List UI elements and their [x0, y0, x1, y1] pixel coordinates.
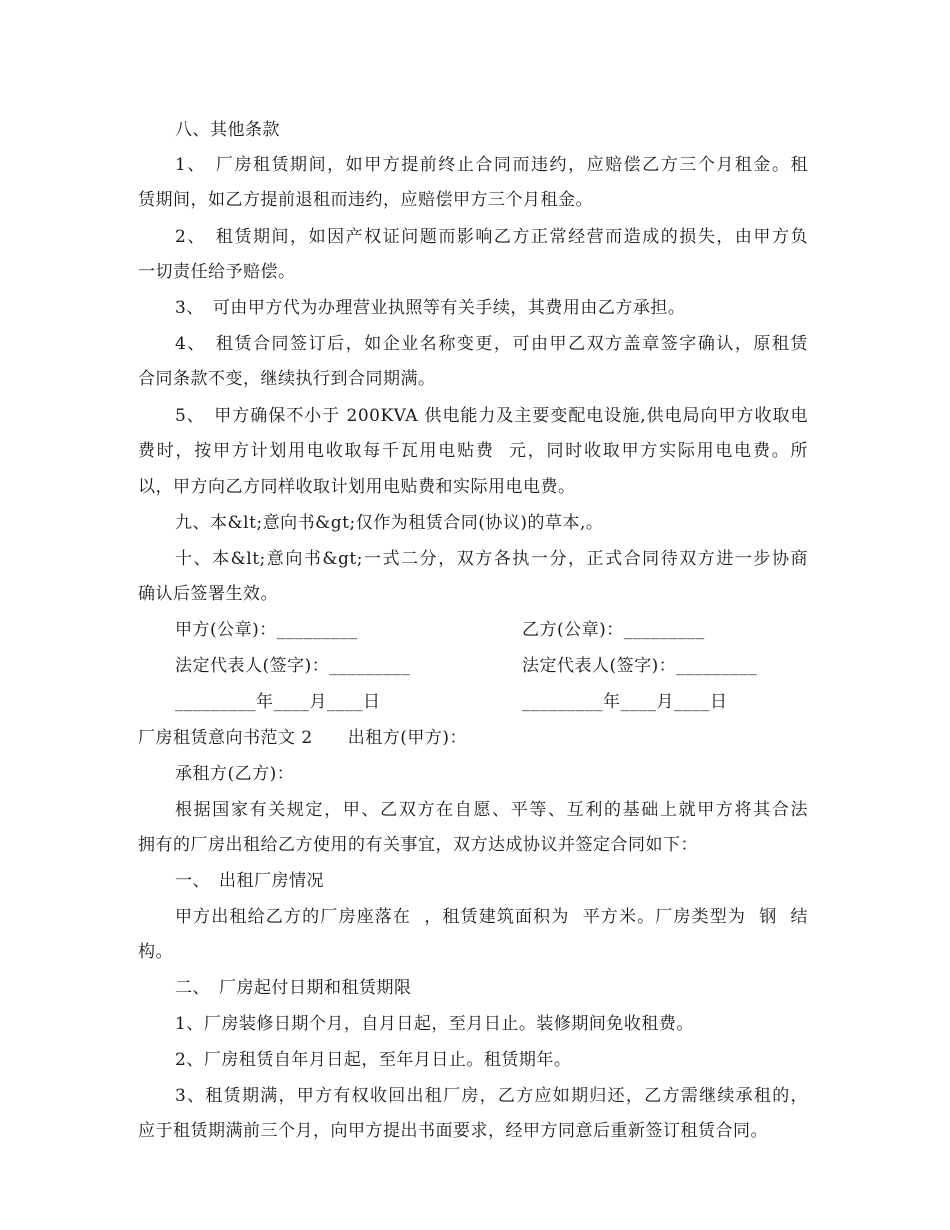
section-two-item-2: 2、厂房租赁自年月日起，至年月日止。租赁期年。 [175, 1050, 572, 1070]
clause-2-line-2: 一切责任给予赔偿。 [138, 262, 296, 282]
clause-2-line-1: 2、 租赁期间，如因产权证问题而影响乙方正常经营而造成的损失，由甲方负 [175, 227, 808, 247]
party-a-date-field: _________年____月____日 [175, 692, 381, 712]
section-two-item-1: 1、厂房装修日期个月，自月日起，至月日止。装修期间免收租费。 [175, 1014, 694, 1034]
preamble-line-1: 根据国家有关规定，甲、乙双方在自愿、平等、互利的基础上就甲方将其合法 [175, 800, 808, 820]
preamble-line-2: 拥有的厂房出租给乙方使用的有关事宜，双方达成协议并签定合同如下： [138, 835, 698, 855]
clause-3: 3、 可由甲方代为办理营业执照等有关手续，其费用由乙方承担。 [175, 298, 686, 318]
clause-4-line-1: 4、 租赁合同签订后，如企业名称变更，可由甲乙双方盖章签字确认，原租赁 [175, 334, 808, 354]
party-b-date-field: _________年____月____日 [522, 692, 728, 712]
section-two-item-3-line-2: 应于租赁期满前三个月，向甲方提出书面要求，经甲方同意后重新签订租赁合同。 [138, 1121, 768, 1141]
section-ten-line-2: 确认后签署生效。 [138, 584, 278, 604]
section-two-heading: 二、 厂房起付日期和租赁期限 [175, 978, 412, 998]
party-a-seal-field: 甲方(公章)：_________ [175, 620, 358, 640]
clause-1-line-2: 赁期间，如乙方提前退租而违约，应赔偿甲方三个月租金。 [138, 190, 593, 210]
lessee-label: 承租方(乙方)： [175, 764, 295, 784]
section-nine: 九、本&lt;意向书&gt;仅作为租赁合同(协议)的草本,。 [175, 513, 604, 533]
party-b-seal-field: 乙方(公章)：_________ [522, 620, 705, 640]
section-one-line-2: 构。 [138, 942, 173, 962]
party-a-representative-field: 法定代表人(签字)：_________ [175, 656, 411, 676]
section-two-item-3-line-1: 3、租赁期满，甲方有权收回出租厂房，乙方应如期归还，乙方需继续承租的， [175, 1086, 808, 1106]
section-one-heading: 一、 出租厂房情况 [175, 871, 324, 891]
section-ten-line-1: 十、本&lt;意向书&gt;一式二分，双方各执一分，正式合同待双方进一步协商 [175, 549, 808, 569]
party-b-representative-field: 法定代表人(签字)：_________ [522, 656, 758, 676]
clause-5-line-2: 费时，按甲方计划用电收取每千瓦用电贴费 元，同时收取甲方实际用电电费。所 [138, 441, 808, 461]
section-one-line-1: 甲方出租给乙方的厂房座落在 ，租赁建筑面积为 平方米。厂房类型为 钢 结 [175, 907, 808, 927]
clause-4-line-2: 合同条款不变，继续执行到合同期满。 [138, 369, 436, 389]
clause-5-line-1: 5、 甲方确保不小于 200KVA 供电能力及主要变配电设施,供电局向甲方收取电 [175, 406, 808, 426]
section-heading-other-terms: 八、其他条款 [175, 120, 280, 140]
clause-1-line-1: 1、 厂房租赁期间，如甲方提前终止合同而违约，应赔偿乙方三个月租金。租 [175, 155, 808, 175]
second-document-title: 厂房租赁意向书范文 2 出租方(甲方)： [138, 728, 467, 748]
clause-5-line-3: 以，甲方向乙方同样收取计划用电贴费和实际用电电费。 [138, 477, 576, 497]
